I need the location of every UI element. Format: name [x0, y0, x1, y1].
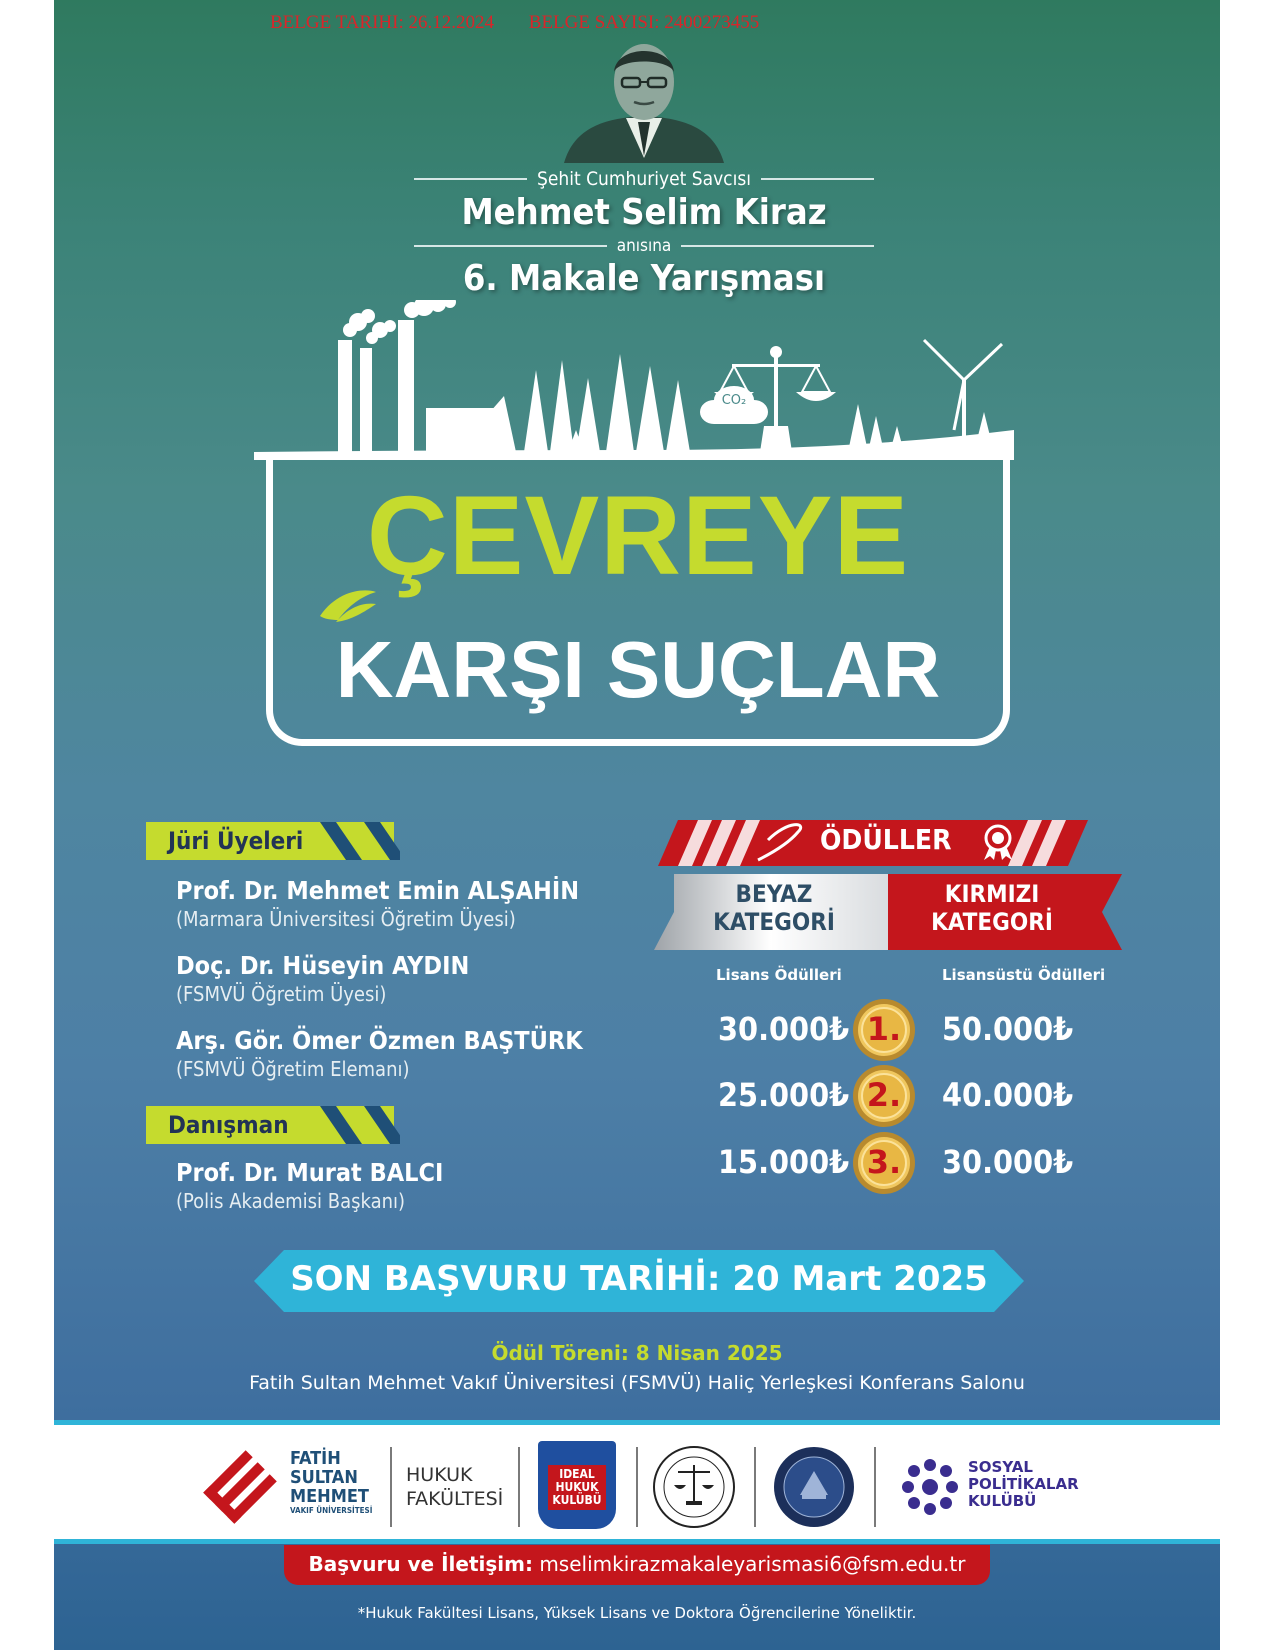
- jury-label: Jüri Üyeleri: [168, 827, 304, 855]
- jury-member: [176, 876, 579, 931]
- award-rosette-icon: [978, 822, 1018, 862]
- ideal-logo-line: IDEAL: [559, 1467, 595, 1481]
- contact-email[interactable]: mselimkirazmakaleyarismasi6@fsm.edu.tr: [539, 1552, 966, 1576]
- fsm-logo-text: [290, 1449, 372, 1516]
- social-policy-club-logo-mark: [900, 1457, 960, 1517]
- poster: [54, 0, 1220, 1650]
- social-policy-line: POLİTİKALAR: [968, 1475, 1079, 1493]
- undergrad-column-label: Lisans Ödülleri: [716, 966, 842, 984]
- logo-divider: [754, 1447, 756, 1527]
- awards-label: ÖDÜLLER: [820, 823, 952, 856]
- jury-member: [176, 951, 469, 1006]
- law-faculty-line: FAKÜLTESİ: [406, 1488, 504, 1510]
- prize-amount: 40.000₺: [942, 1076, 1074, 1114]
- sponsor-logos-bar: [54, 1420, 1220, 1544]
- fsm-logo-line: MEHMET: [290, 1486, 369, 1507]
- document-number: BELGE SAYISI: 2400273455: [528, 12, 760, 33]
- memorial-text: anısına: [616, 236, 672, 256]
- social-policy-club-text: [968, 1459, 1079, 1510]
- law-club-seal-logo: [652, 1445, 736, 1529]
- stripes-decoration: [320, 1106, 400, 1144]
- jury-member-name: Arş. Gör. Ömer Özmen BAŞTÜRK: [176, 1026, 583, 1055]
- prize-amount: 30.000₺: [718, 1010, 850, 1048]
- jury-member-name: Prof. Dr. Mehmet Emin ALŞAHİN: [176, 876, 580, 905]
- portrait-image: [564, 38, 724, 163]
- rank-number: 2.: [866, 1076, 902, 1114]
- advisor-affiliation: (Polis Akademisi Başkanı): [176, 1189, 406, 1213]
- ceremony-venue: Fatih Sultan Mehmet Vakıf Üniversitesi (FSMVÜ) Haliç Yerleşkesi Konferans Salonu: [249, 1372, 1025, 1394]
- jury-member-affiliation: (FSMVÜ Öğretim Üyesi): [176, 982, 387, 1006]
- prize-amount: 25.000₺: [718, 1076, 850, 1114]
- prize-amount: 30.000₺: [942, 1143, 1074, 1181]
- graduate-column-label: Lisansüstü Ödülleri: [942, 966, 1106, 984]
- contest-title: 6. Makale Yarışması: [462, 258, 826, 299]
- logo-divider: [874, 1447, 876, 1527]
- fsm-logo-line: FATİH: [290, 1448, 341, 1469]
- advisor-name: Prof. Dr. Murat BALCI: [176, 1158, 444, 1187]
- law-faculty-logo: [406, 1463, 503, 1511]
- jury-member: [176, 1026, 583, 1081]
- social-policy-line: SOSYAL: [968, 1458, 1033, 1476]
- prize-amount: 50.000₺: [942, 1010, 1074, 1048]
- contact-label: Başvuru ve İletişim:: [308, 1552, 533, 1576]
- jury-member-affiliation: (Marmara Üniversitesi Öğretim Üyesi): [176, 907, 516, 931]
- white-category-label: BEYAZ KATEGORİ: [713, 880, 835, 936]
- fsm-logo-mark: [200, 1447, 280, 1527]
- environment-skyline-illustration: [254, 300, 1054, 470]
- subheading-prosecutor: Şehit Cumhuriyet Savcısı: [537, 168, 751, 190]
- honoree-name: Mehmet Selim Kiraz: [461, 192, 827, 233]
- footnote: *Hukuk Fakültesi Lisans, Yüksek Lisans ve Doktora Öğrencilerine Yöneliktir.: [357, 1604, 917, 1622]
- red-category-label: KIRMIZI KATEGORİ: [931, 880, 1053, 936]
- jury-label-tag: [146, 822, 394, 860]
- fsm-logo-line: VAKIF ÜNİVERSİTESİ: [290, 1506, 373, 1515]
- fsm-logo-line: SULTAN: [290, 1467, 358, 1488]
- jury-member-name: Doç. Dr. Hüseyin AYDIN: [176, 951, 470, 980]
- law-faculty-line: HUKUK: [406, 1464, 473, 1486]
- logo-divider: [636, 1447, 638, 1527]
- main-title-line2: KARŞI SUÇLAR: [335, 625, 941, 714]
- ideal-law-club-logo: [538, 1441, 616, 1529]
- contact-line: [284, 1552, 990, 1576]
- subheading-line: [414, 168, 874, 190]
- document-stamp: [270, 12, 759, 34]
- advisor-label: Danışman: [168, 1111, 289, 1139]
- advisor: [176, 1158, 443, 1213]
- ideal-logo-line: HUKUK: [555, 1480, 599, 1494]
- logo-divider: [390, 1447, 392, 1527]
- rank-number: 1.: [866, 1010, 902, 1048]
- main-title-line1: ÇEVREYE: [366, 473, 910, 598]
- economy-law-club-seal-logo: [772, 1445, 856, 1529]
- jury-member-affiliation: (FSMVÜ Öğretim Elemanı): [176, 1057, 410, 1081]
- ceremony-date: Ödül Töreni: 8 Nisan 2025: [491, 1341, 783, 1365]
- prize-amount: 15.000₺: [718, 1143, 850, 1181]
- memorial-line: [414, 236, 874, 256]
- rank-number: 3.: [866, 1143, 902, 1181]
- social-policy-line: KULÜBÜ: [968, 1492, 1037, 1510]
- svg-text:CO₂: CO₂: [721, 393, 747, 408]
- logo-divider: [518, 1447, 520, 1527]
- stripes-decoration: [320, 822, 400, 860]
- ideal-logo-line: KULÜBÜ: [552, 1493, 602, 1507]
- leaf-icon: [318, 586, 378, 624]
- advisor-label-tag: [146, 1106, 394, 1144]
- deadline-text: SON BAŞVURU TARİHİ: 20 Mart 2025: [290, 1259, 988, 1299]
- document-date: BELGE TARIHI: 26.12.2024: [270, 12, 495, 33]
